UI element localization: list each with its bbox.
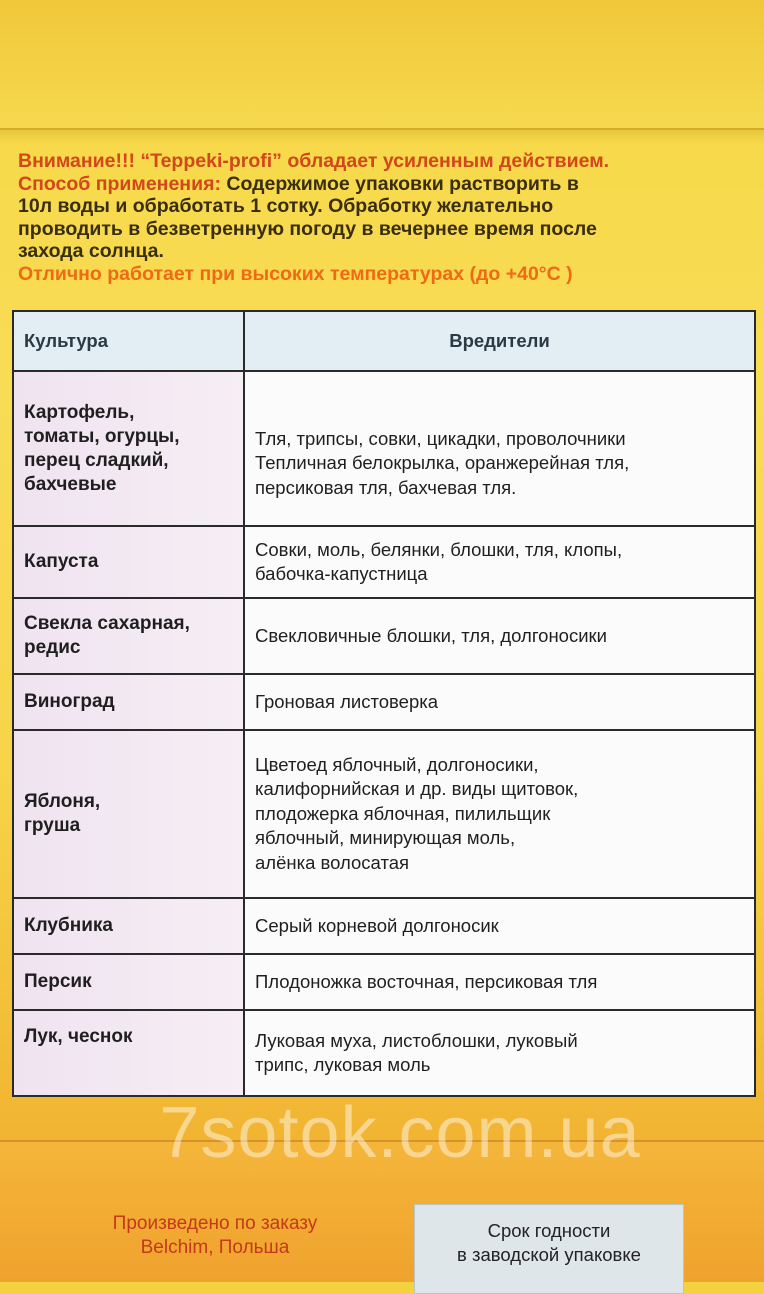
culture-cell — [13, 898, 244, 954]
flap-shadow — [0, 128, 764, 144]
culture-line: Клубника — [24, 915, 113, 936]
site-watermark: 7sotok.com.ua — [159, 1093, 641, 1173]
warning-line: Внимание!!! “Teppeki-profi” обладает усиленным действием. — [18, 150, 610, 172]
pests-cell — [244, 371, 755, 526]
producer-line: Belchim, Польша — [140, 1237, 290, 1258]
culture-line: Яблоня, — [24, 791, 101, 812]
pest-line: Тепличная белокрылка, оранжерейная тля, — [255, 452, 630, 474]
culture-line: Персик — [24, 971, 92, 992]
pest-line: Плодоножка восточная, персиковая тля — [255, 970, 598, 992]
culture-cell — [13, 371, 244, 526]
pests-cell — [244, 954, 755, 1010]
pest-line: бабочка-капустница — [255, 563, 428, 584]
table-row — [13, 954, 755, 1010]
pests-table — [12, 310, 756, 1097]
pests-cell — [244, 898, 755, 954]
box-top-flap — [0, 0, 764, 130]
method-label: Способ применения: — [18, 172, 221, 195]
culture-line: томаты, огурцы, — [24, 425, 180, 447]
culture-line: Свекла сахарная, — [24, 613, 190, 634]
culture-line: редис — [24, 637, 81, 658]
method-line-4: проводить в безветренную погоду в вечернее время после — [18, 217, 597, 240]
pest-line: калифорнийская и др. виды щитовок, — [255, 778, 579, 800]
pests-cell — [244, 1010, 755, 1096]
pests-cell — [244, 674, 755, 730]
pests-cell — [244, 598, 755, 674]
method-line-5: захода солнца. — [18, 240, 164, 262]
header-pests: Вредители — [244, 311, 755, 371]
culture-line: груша — [24, 815, 81, 836]
temperature-note: Отлично работает при высоких температурах (до +40°С ) — [18, 262, 573, 285]
culture-cell — [13, 954, 244, 1010]
header-culture: Культура — [13, 311, 244, 371]
table-row — [13, 674, 755, 730]
shelf-life-box — [414, 1204, 684, 1294]
method-line — [18, 173, 753, 196]
pest-line: Совки, моль, белянки, блошки, тля, клопы, — [255, 538, 623, 560]
pest-line: яблочный, минирующая моль, — [255, 827, 516, 849]
table-row — [13, 371, 755, 526]
culture-cell — [13, 1010, 244, 1096]
shelf-life-line: Срок годности — [487, 1220, 611, 1241]
pest-line: Свекловичные блошки, тля, долгоносики — [255, 624, 607, 646]
culture-line: бахчевые — [24, 473, 117, 495]
pest-line: Гроновая листоверка — [255, 690, 439, 712]
culture-line: Картофель, — [24, 401, 135, 423]
pest-line: Цветоед яблочный, долгоносики, — [255, 753, 539, 775]
table-row — [13, 898, 755, 954]
table-header-row — [13, 311, 755, 371]
pest-line: Тля, трипсы, совки, цикадки, проволочники — [255, 427, 626, 449]
usage-instructions — [18, 150, 753, 285]
table-row — [13, 526, 755, 598]
pest-line: Серый корневой долгоносик — [255, 914, 499, 936]
method-line-3: 10л воды и обработать 1 сотку. Обработку желательно — [18, 195, 554, 217]
culture-cell — [13, 598, 244, 674]
culture-cell — [13, 526, 244, 598]
culture-cell — [13, 730, 244, 898]
culture-cell — [13, 674, 244, 730]
producer-line: Произведено по заказу — [112, 1213, 318, 1234]
pest-line: Луковая муха, листоблошки, луковый — [255, 1029, 578, 1051]
pest-line: персиковая тля, бахчевая тля. — [255, 476, 517, 498]
table-row — [13, 730, 755, 898]
pests-cell — [244, 730, 755, 898]
table-row — [13, 598, 755, 674]
method-text: Содержимое упаковки растворить в — [220, 172, 579, 195]
culture-line: Лук, чеснок — [24, 1026, 133, 1047]
culture-line: перец сладкий, — [24, 449, 169, 471]
table-row — [13, 1010, 755, 1096]
culture-line: Виноград — [24, 691, 115, 712]
pest-line: алёнка волосатая — [255, 851, 410, 873]
pest-line: плодожерка яблочная, пилильщик — [255, 802, 551, 824]
pests-cell — [244, 526, 755, 598]
shelf-life-line: в заводской упаковке — [457, 1244, 641, 1265]
producer-info — [50, 1212, 380, 1260]
pest-line: трипс, луковая моль — [255, 1054, 431, 1075]
culture-line: Капуста — [24, 551, 99, 572]
